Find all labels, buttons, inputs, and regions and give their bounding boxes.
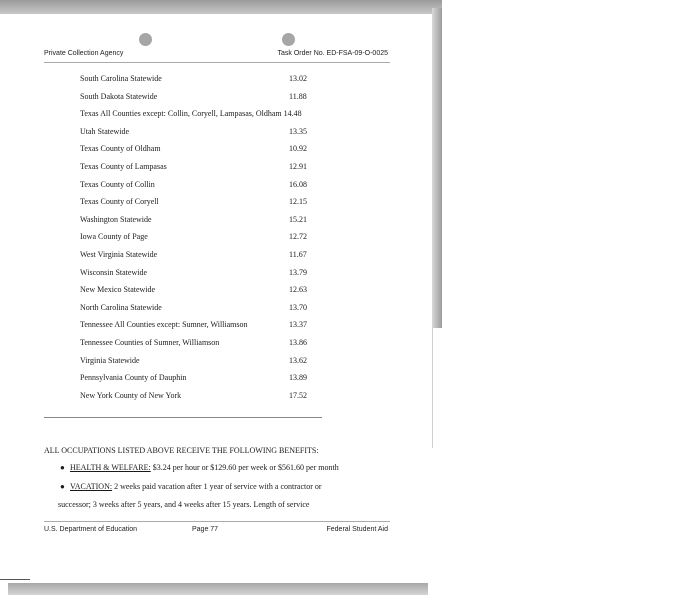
wage-location: South Carolina Statewide bbox=[80, 74, 162, 83]
wage-row bbox=[80, 142, 340, 156]
header-task-order: Task Order No. ED-FSA-09-O-0025 bbox=[277, 50, 388, 57]
wage-location: Tennessee All Counties except: Sumner, Williamson bbox=[80, 320, 248, 330]
scan-bottom-mark bbox=[0, 579, 30, 580]
wage-row bbox=[80, 354, 340, 368]
benefit-text: $3.24 per hour or $129.60 per week or $561.60 per month bbox=[150, 463, 339, 472]
bullet-icon: ● bbox=[60, 482, 65, 491]
wage-location: Texas County of Oldham bbox=[80, 144, 161, 154]
wage-location: West Virginia Statewide bbox=[80, 250, 158, 259]
wage-row bbox=[80, 371, 340, 385]
wage-rate: 12.15 bbox=[289, 197, 307, 207]
wage-rate: 15.21 bbox=[289, 214, 307, 224]
header-rule bbox=[44, 62, 390, 63]
wage-location: North Carolina Statewide bbox=[80, 302, 162, 312]
wage-row bbox=[80, 107, 340, 121]
wage-location: Texas County of Collin bbox=[80, 179, 155, 189]
wage-location: Virginia Statewide bbox=[80, 355, 140, 365]
wage-rate: 13.70 bbox=[289, 302, 307, 312]
scan-top-shadow bbox=[0, 0, 442, 14]
footer-rule bbox=[44, 521, 390, 522]
wage-rate: 11.88 bbox=[289, 91, 307, 101]
wage-location: Washington Statewide bbox=[80, 214, 152, 224]
wage-rate: 16.08 bbox=[289, 179, 307, 189]
wage-row bbox=[80, 318, 340, 332]
wage-rate: 13.86 bbox=[289, 338, 307, 347]
scan-right-edge bbox=[432, 328, 433, 448]
wage-row bbox=[80, 178, 340, 192]
wage-row bbox=[80, 230, 340, 244]
wage-row bbox=[80, 301, 340, 315]
wage-row bbox=[80, 72, 340, 86]
wage-rate: 13.79 bbox=[289, 267, 307, 277]
wage-row bbox=[80, 160, 340, 174]
wage-rate: 13.37 bbox=[289, 320, 307, 330]
wage-location: Pennsylvania County of Dauphin bbox=[80, 373, 187, 383]
wage-location: Tennessee Counties of Sumner, Williamson bbox=[80, 338, 220, 347]
benefit-vacation bbox=[70, 482, 322, 491]
footer-page-number: Page 77 bbox=[192, 526, 219, 533]
wage-rate: 13.89 bbox=[289, 373, 307, 383]
wage-location: New Mexico Statewide bbox=[80, 285, 156, 295]
scan-right-shadow bbox=[432, 8, 442, 328]
footer-department: U.S. Department of Education bbox=[44, 526, 137, 533]
wage-row bbox=[80, 125, 340, 139]
benefit-health-welfare bbox=[70, 463, 339, 472]
punch-hole-right bbox=[282, 33, 295, 46]
wage-location: Texas County of Lampasas bbox=[80, 162, 167, 171]
header-agency: Private Collection Agency bbox=[44, 50, 124, 57]
wage-row bbox=[80, 195, 340, 209]
wage-location: New York County of New York bbox=[80, 390, 182, 400]
wage-row bbox=[80, 248, 340, 262]
benefits-heading: ALL OCCUPATIONS LISTED ABOVE RECEIVE THE FOLLOWING BENEFITS: bbox=[44, 446, 319, 455]
wage-row bbox=[80, 90, 340, 104]
wage-location: Iowa County of Page bbox=[80, 232, 148, 242]
wage-location: Wisconsin Statewide bbox=[80, 267, 147, 277]
wage-rate: 17.52 bbox=[289, 390, 307, 400]
wage-row bbox=[80, 283, 340, 297]
wage-location: South Dakota Statewide bbox=[80, 91, 158, 101]
wage-row bbox=[80, 266, 340, 280]
wage-location: Utah Statewide bbox=[80, 126, 130, 136]
wage-location: Texas All Counties except: Collin, Coryell, Lampasas, Oldham 14.48 bbox=[80, 109, 302, 119]
wage-rate: 13.02 bbox=[289, 74, 307, 83]
benefit-label: VACATION: bbox=[70, 482, 113, 491]
wage-row bbox=[80, 336, 340, 350]
wage-rate: 12.63 bbox=[289, 285, 307, 295]
footer-agency: Federal Student Aid bbox=[326, 526, 388, 533]
wage-rate: 13.35 bbox=[289, 126, 307, 136]
bullet-icon: ● bbox=[60, 463, 65, 472]
benefit-text: 2 weeks paid vacation after 1 year of service with a contractor or bbox=[112, 482, 322, 491]
wage-rate: 12.91 bbox=[289, 162, 307, 171]
wage-rate: 13.62 bbox=[289, 355, 307, 365]
wage-rate: 10.92 bbox=[289, 144, 307, 154]
benefit-continuation: successor; 3 weeks after 5 years, and 4 weeks after 15 years. Length of service bbox=[58, 500, 310, 509]
wage-rate: 11.67 bbox=[289, 250, 307, 259]
punch-hole-left bbox=[139, 33, 152, 46]
scan-bottom-shadow bbox=[8, 583, 428, 595]
wage-row bbox=[80, 213, 340, 227]
benefit-label: HEALTH & WELFARE: bbox=[70, 463, 151, 472]
section-rule bbox=[44, 417, 322, 418]
wage-rate: 12.72 bbox=[289, 232, 307, 242]
wage-location: Texas County of Coryell bbox=[80, 197, 159, 207]
wage-row bbox=[80, 389, 340, 403]
